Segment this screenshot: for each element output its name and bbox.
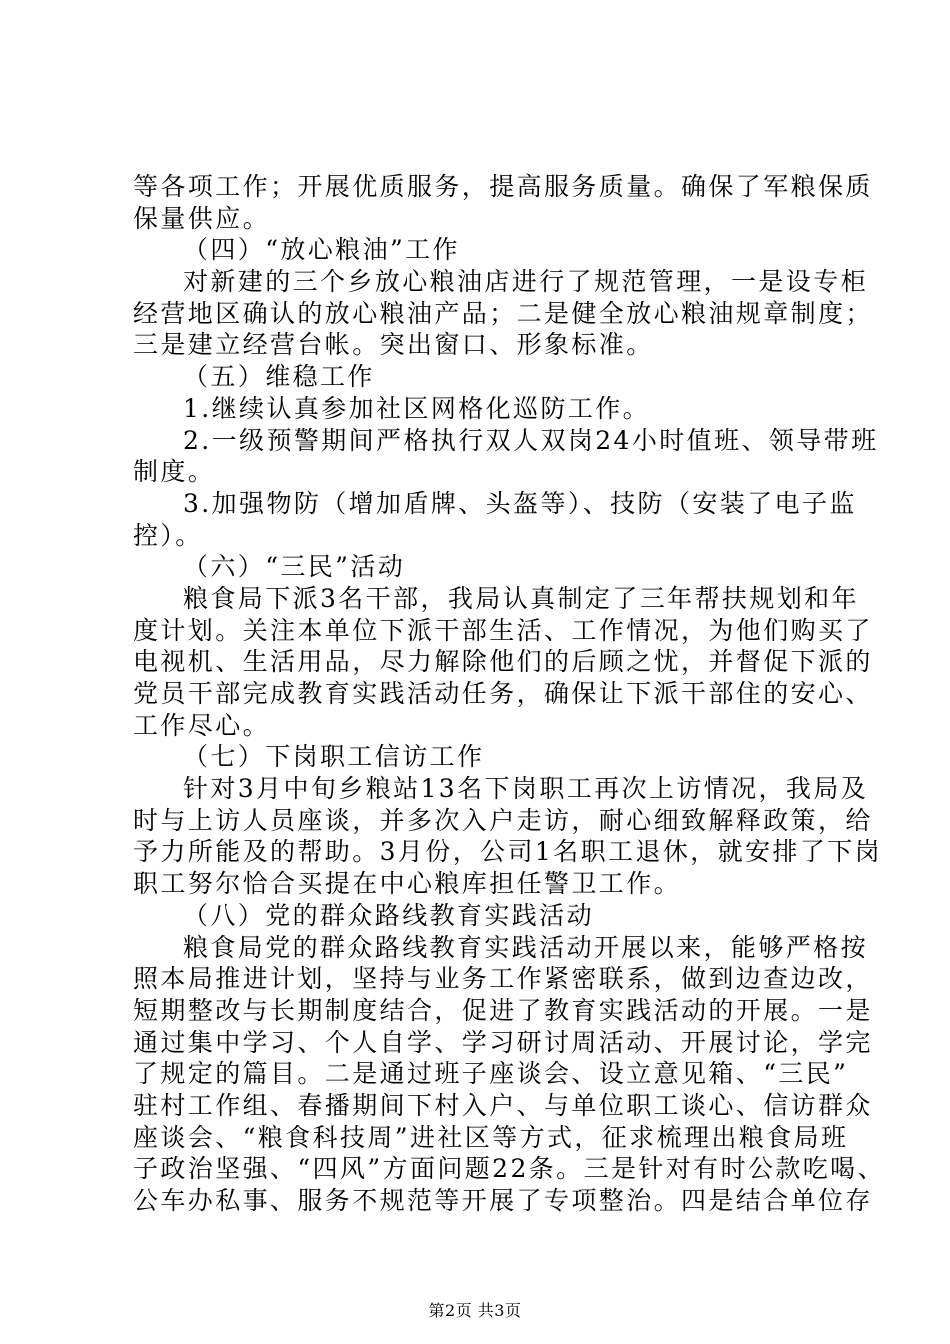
section-heading: （六）“三民”活动	[183, 552, 406, 582]
body-text-line: 通过集中学习、个人自学、学习研讨周活动、开展讨论，学完	[133, 1027, 873, 1057]
section-heading: （七）下岗职工信访工作	[183, 742, 485, 772]
paragraph-first-line: 针对3月中旬乡粮站13名下岗职工再次上访情况，我局及	[183, 774, 869, 804]
body-text-line: 保量供应。	[133, 203, 271, 233]
body-text-line: 了规定的篇目。二是通过班子座谈会、设立意见箱、“三民”	[133, 1059, 849, 1089]
body-text-line: 短期整改与长期制度结合，促进了教育实践活动的开展。一是	[133, 995, 873, 1025]
body-text-line: 时与上访人员座谈，并多次入户走访，耐心细致解释政策，给	[133, 805, 873, 835]
section-heading: （五）维稳工作	[183, 362, 375, 392]
body-text-line: 电视机、生活用品，尽力解除他们的后顾之忧，并督促下派的	[133, 647, 873, 677]
section-heading: （八）党的群众路线教育实践活动	[183, 900, 595, 930]
body-text-line: 等各项工作；开展优质服务，提高服务质量。确保了军粮保质	[133, 172, 873, 201]
paragraph-first-line: 粮食局下派3名干部，我局认真制定了三年帮扶规划和年	[183, 583, 859, 613]
body-text-line: 经营地区确认的放心粮油产品；二是健全放心粮油规章制度；	[133, 298, 873, 328]
list-item: 1.继续认真参加社区网格化巡防工作。	[183, 393, 651, 423]
section-heading: （四）“放心粮油”工作	[183, 235, 460, 265]
body-text-line: 党员干部完成教育实践活动任务，确保让下派干部住的安心、	[133, 679, 873, 708]
paragraph-first-line: 粮食局党的群众路线教育实践活动开展以来，能够严格按	[183, 932, 869, 962]
body-text-line: 子政治坚强、“四风”方面问题22条。三是针对有时公款吃喝、	[133, 1154, 885, 1184]
body-text-line: 工作尽心。	[133, 710, 271, 740]
paragraph-first-line: 对新建的三个乡放心粮油店进行了规范管理，一是设专柜	[183, 267, 869, 297]
body-text-line: 三是建立经营台帐。突出窗口、形象标准。	[133, 330, 654, 360]
body-text-line: 职工努尔恰合买提在中心粮库担任警卫工作。	[133, 869, 682, 899]
list-item: 3.加强物防（增加盾牌、头盔等）、技防（安装了电子监	[183, 488, 857, 518]
body-text-line: 控）。	[133, 520, 203, 550]
body-text-line: 制度。	[133, 457, 216, 487]
body-text-line: 公车办私事、服务不规范等开展了专项整治。四是结合单位存	[133, 1186, 873, 1215]
list-item: 2.一级预警期间严格执行双人双岗24小时值班、领导带班	[183, 425, 879, 455]
body-text-line: 驻村工作组、春播期间下村入户、与单位职工谈心、信访群众	[133, 1090, 873, 1120]
body-text-line: 座谈会、“粮食科技周”进社区等方式，征求梳理出粮食局班	[133, 1122, 849, 1152]
body-text-line: 度计划。关注本单位下派干部生活、工作情况，为他们购买了	[133, 615, 873, 645]
body-text-line: 照本局推进计划，坚持与业务工作紧密联系，做到边查边改，	[133, 964, 873, 994]
body-text-line: 予力所能及的帮助。3月份，公司1名职工退休，就安排了下岗	[133, 837, 883, 867]
document-body	[133, 171, 885, 1217]
page-number-footer: 第2页 共3页	[428, 1301, 522, 1320]
